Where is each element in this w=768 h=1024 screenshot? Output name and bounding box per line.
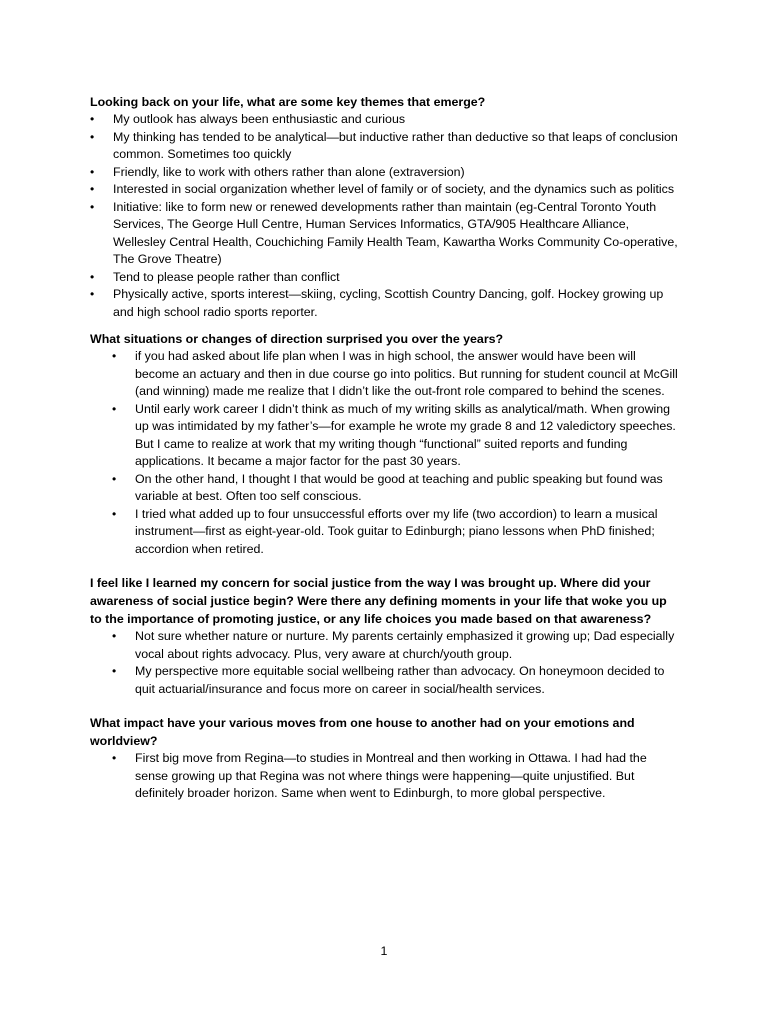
- list-item: [90, 628, 680, 663]
- list-item-text: Tend to please people rather than conflict: [113, 269, 340, 284]
- list-item-text: My thinking has tended to be analytical—but inductive rather than deductive so that leaps of conclusion common. Sometimes too quickly: [113, 129, 678, 161]
- list-item: [90, 199, 680, 269]
- bullet-list: [90, 111, 680, 321]
- bullet-icon: •: [112, 349, 117, 363]
- list-item-text: My outlook has always been enthusiastic and curious: [113, 112, 406, 126]
- list-item-text: Interested in social organization whether level of family or of society, and the dynamics such as politics: [113, 182, 675, 196]
- list-item-text: My perspective more equitable social wellbeing rather than advocacy. On honeymoon decided to quit actuarial/insurance and focus more on career in social/health services.: [135, 664, 665, 696]
- bullet-list: [90, 348, 680, 558]
- bullet-icon: •: [90, 269, 95, 284]
- bullet-icon: •: [112, 401, 117, 416]
- bullet-list: [90, 628, 680, 698]
- list-item: [90, 286, 680, 321]
- list-item: [90, 506, 680, 559]
- list-item-text: Not sure whether nature or nurture. My parents certainly emphasized it growing up; Dad especially vocal about rights advocacy. Plus, very aware at church/youth group.: [135, 629, 675, 661]
- list-item-text: Friendly, like to work with others rather than alone (extraversion): [113, 164, 465, 179]
- list-item-text: Physically active, sports interest—skiing, cycling, Scottish Country Dancing, golf. Hockey growing up and high school radio sports reporter.: [113, 287, 664, 319]
- bullet-icon: •: [90, 182, 95, 196]
- bullet-icon: •: [112, 471, 117, 486]
- bullet-icon: •: [90, 164, 95, 179]
- list-item: [90, 129, 680, 164]
- section-question: What impact have your various moves from one house to another had on your emotions and worldview?: [90, 716, 635, 748]
- bullet-icon: •: [112, 629, 117, 643]
- bullet-icon: •: [112, 506, 117, 521]
- section-question: I feel like I learned my concern for social justice from the way I was brought up. Where did your awareness of social justice begin? Were there any defining moments in your life that woke you up to the importance of promoting justice, or any life choices you made based on that awareness?: [90, 576, 667, 626]
- bullet-icon: •: [90, 199, 95, 214]
- bullet-icon: •: [112, 751, 117, 765]
- section-question: What situations or changes of direction surprised you over the years?: [90, 332, 504, 346]
- bullet-icon: •: [90, 287, 95, 301]
- list-item: [90, 164, 680, 182]
- list-item: [90, 181, 680, 199]
- list-item: [90, 401, 680, 471]
- bullet-icon: •: [90, 112, 95, 126]
- list-item: [90, 348, 680, 401]
- list-item-text: I tried what added up to four unsuccessful efforts over my life (two accordion) to learn a musical instrument—first as eight-year-old. Took guitar to Edinburgh; piano lessons when PhD finished; accordion when retired.: [135, 506, 658, 556]
- page-number: 1: [380, 944, 388, 958]
- list-item: [90, 111, 680, 129]
- list-item: [90, 269, 680, 287]
- list-item-text: First big move from Regina—to studies in Montreal and then working in Ottawa. I had had the sense growing up that Regina was not where things were happening—quite unjustified. But definitely broader horizon. Same when went to Edinburgh, to more global perspective.: [135, 751, 647, 800]
- document-body: [90, 93, 680, 803]
- list-item-text: On the other hand, I thought I that would be good at teaching and public speaking but found was variable at best. Often too self conscious.: [135, 471, 663, 503]
- list-item: [90, 750, 680, 803]
- bullet-list: [90, 750, 680, 803]
- bullet-icon: •: [112, 664, 117, 678]
- list-item-text: Initiative: like to form new or renewed developments rather than maintain (eg-Central Toronto Youth Services, The George Hull Centre, Human Services Informatics, GTA/905 Healthcare Alliance, Wellesley Central Health, Couchiching Family Health Team, Kawartha Works Community Co-operative, The Grove Theatre): [113, 199, 678, 266]
- list-item-text: Until early work career I didn’t think as much of my writing skills as analytical/math. When growing up was intimidated by my father’s—for example he wrote my grade 8 and 12 valedictory speeches. But I came to realize at work that my writing though “functional” suited reports and funding applications. It became a major factor for the past 30 years.: [135, 401, 676, 468]
- list-item: [90, 663, 680, 698]
- list-item: [90, 471, 680, 506]
- bullet-icon: •: [90, 129, 95, 144]
- section-question: Looking back on your life, what are some key themes that emerge?: [90, 95, 486, 109]
- list-item-text: if you had asked about life plan when I was in high school, the answer would have been will become an actuary and then in due course go into politics. But running for student council at McGill (and winning) made me realize that I didn’t like the out-front role compared to behind the scenes.: [135, 349, 678, 398]
